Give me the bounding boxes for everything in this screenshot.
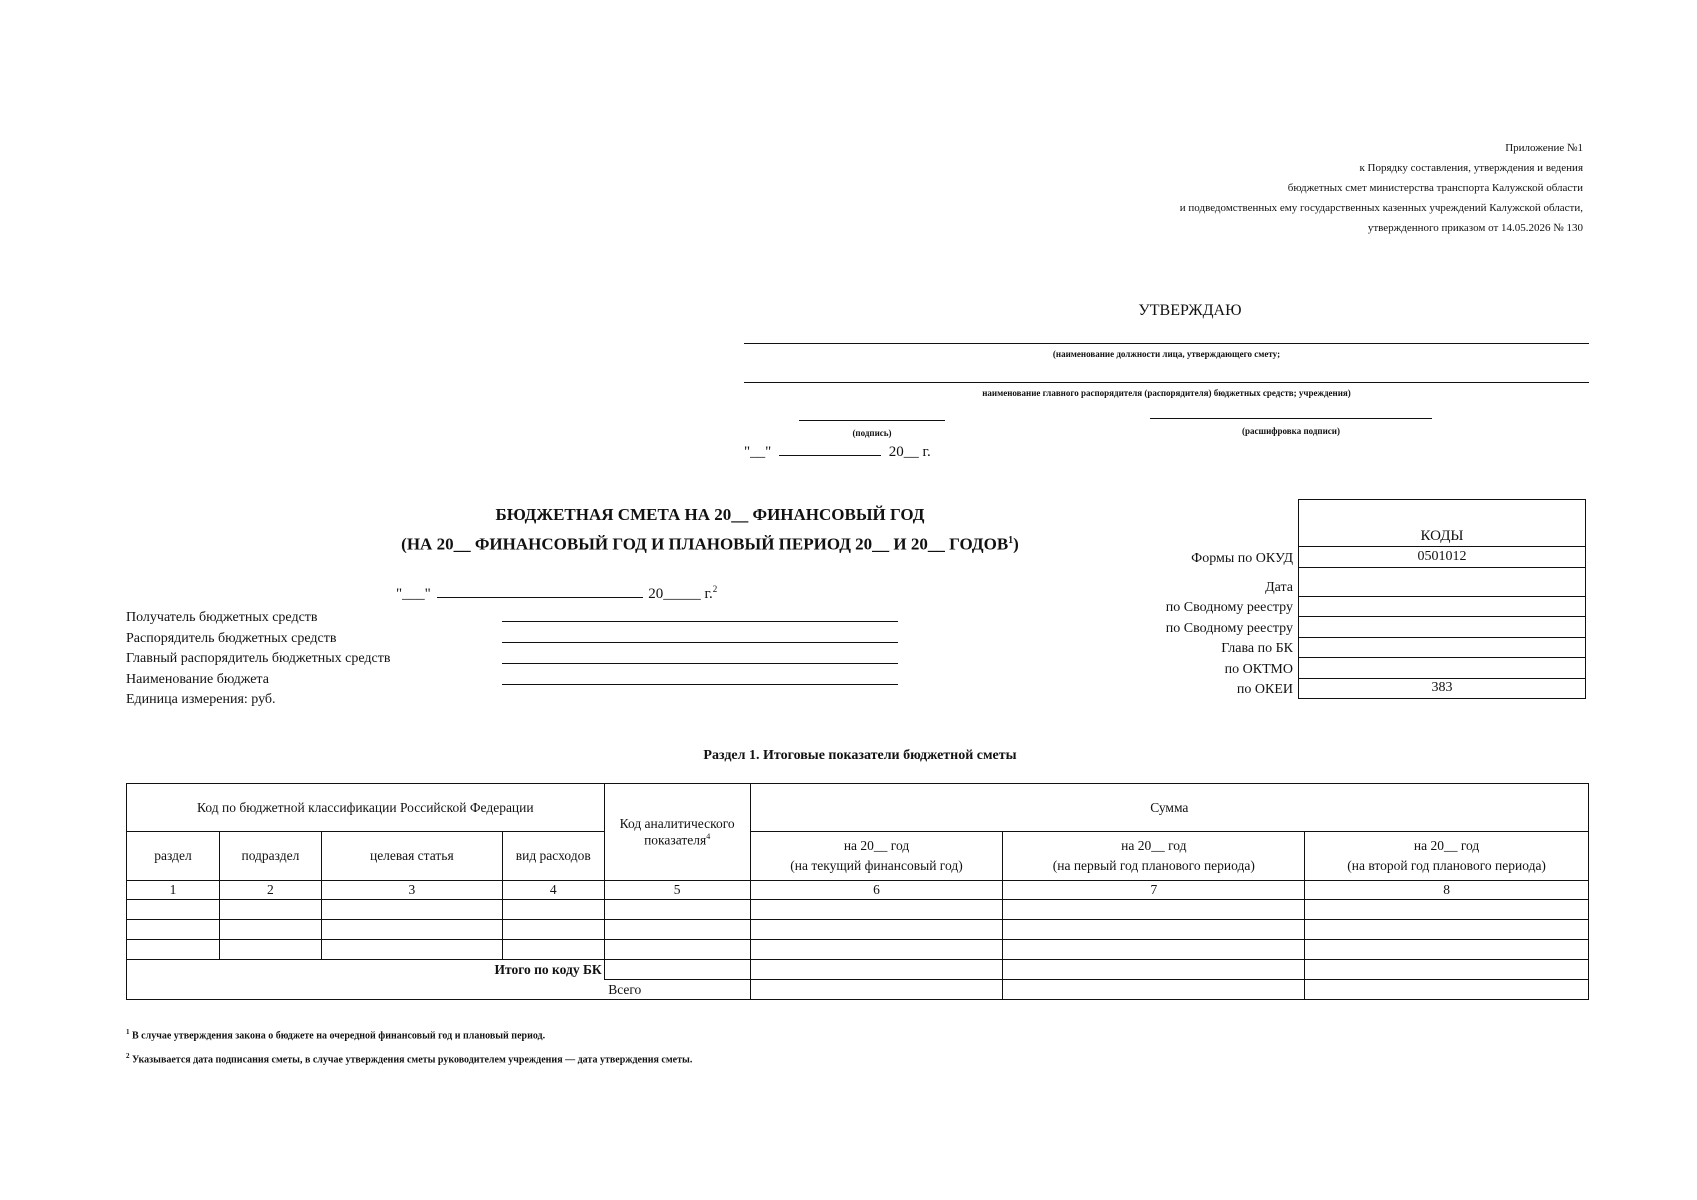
header-sum-current: на 20__ год (на текущий финансовый год) [750,832,1003,881]
table-cell[interactable] [321,940,502,960]
codes-label: Формы по ОКУД [1191,551,1293,566]
footnotes [126,1022,692,1071]
position-caption: (наименование должности лица, утверждающего смету; [1052,349,1281,359]
manager-line[interactable] [502,642,898,643]
code-registry-1[interactable] [1299,596,1586,617]
col-number: 3 [321,881,502,900]
codes-label: по Сводному реестру [1165,600,1293,615]
codes-header: КОДЫ [1299,500,1586,547]
header-section: раздел [127,832,220,881]
table-cell[interactable] [321,900,502,920]
header-expense: вид расходов [502,832,604,881]
recipient-line[interactable] [502,621,898,622]
total-row [127,980,1589,1000]
total-bk-sum-current[interactable] [750,960,1003,980]
position-line[interactable] [744,343,1589,344]
table-cell[interactable] [604,920,750,940]
codes-label: Глава по БК [1221,641,1293,656]
document-title [380,502,1040,558]
header-sum-second: на 20__ год (на второй год планового периода) [1305,832,1589,881]
table-cell[interactable] [1305,920,1589,940]
appendix-line: утвержденного приказом от 14.05.2026 № 130 [1367,222,1583,234]
org-line[interactable] [744,382,1589,383]
header-subsection: подраздел [219,832,321,881]
header-bk-group: Код по бюджетной классификации Российской Федерации [127,784,605,832]
col-number: 5 [604,881,750,900]
info-manager: Распорядитель бюджетных средств [126,630,337,646]
total-bk-analytic[interactable] [604,960,750,980]
table-cell[interactable] [219,920,321,940]
info-budget-name: Наименование бюджета [126,671,269,687]
appendix-line: к Порядку составления, утверждения и ведения [1359,162,1583,174]
table-cell[interactable] [1003,920,1305,940]
total-sum-current[interactable] [750,980,1003,1000]
table-cell[interactable] [1003,940,1305,960]
table-cell[interactable] [750,940,1003,960]
org-caption: наименование главного распорядителя (распорядителя) бюджетных средств; учреждения) [982,388,1351,398]
table-cell[interactable] [1305,900,1589,920]
codes-label: по ОКЕИ [1236,682,1293,697]
table-cell[interactable] [604,900,750,920]
info-unit: Единица измерения: руб. [126,692,276,707]
table-cell[interactable] [750,900,1003,920]
document-date-month-line[interactable] [437,597,643,598]
code-date[interactable] [1299,567,1586,596]
table-cell[interactable] [502,920,604,940]
signature-decode-line[interactable] [1150,418,1432,419]
table-cell[interactable] [502,940,604,960]
total-spacer [127,980,605,1000]
total-sum-first[interactable] [1003,980,1305,1000]
summary-table [126,783,1589,1000]
table-cell[interactable] [1305,940,1589,960]
title-line-1: БЮДЖЕТНАЯ СМЕТА НА 20__ ФИНАНСОВЫЙ ГОД [495,505,925,524]
table-cell[interactable] [1003,900,1305,920]
approval-date-year: 20__ г. [888,444,931,460]
signature-caption: (подпись) [852,428,892,438]
code-bk-head[interactable] [1299,637,1586,658]
header-analytic: Код аналитического показателя$^4$ [604,784,750,881]
approval-date [744,444,931,461]
col-number: 4 [502,881,604,900]
col-number: 1 [127,881,220,900]
table-cell[interactable] [127,920,220,940]
signature-line[interactable] [799,420,945,421]
table-cell[interactable] [604,940,750,960]
code-registry-2[interactable] [1299,617,1586,638]
approval-date-day: "__" [744,444,772,460]
col-number: 8 [1305,881,1589,900]
appendix-line: и подведомственных ему государственных казенных учреждений Калужской области, [1179,202,1583,214]
total-bk-label: Итого по коду БК [127,960,605,980]
col-number: 7 [1003,881,1305,900]
table-cell[interactable] [219,900,321,920]
header-sum-group: Сумма [750,784,1588,832]
main-manager-line[interactable] [502,663,898,664]
total-bk-row [127,960,1589,980]
document-date-year: 20_____ г. [648,586,713,602]
total-bk-sum-second[interactable] [1305,960,1589,980]
title-line-2: (НА 20__ ФИНАНСОВЫЙ ГОД И ПЛАНОВЫЙ ПЕРИОД 20__ И 20__ ГОДОВ$^1$) [401,534,1019,554]
approval-date-month-line[interactable] [779,455,881,456]
codes-label: по Сводному реестру [1165,620,1293,636]
table-cell[interactable] [321,920,502,940]
table-cell[interactable] [127,940,220,960]
document-date [396,584,717,603]
info-main-manager: Главный распорядитель бюджетных средств [126,651,391,666]
codes-label: Дата [1265,579,1293,595]
approve-title: УТВЕРЖДАЮ [1138,302,1242,319]
header-target: целевая статья [321,832,502,881]
appendix-line: бюджетных смет министерства транспорта Калужской области [1287,182,1583,194]
section-title: Раздел 1. Итоговые показатели бюджетной сметы [703,748,1017,763]
appendix-header [1180,138,1583,238]
code-okei[interactable]: 383 [1299,678,1586,699]
appendix-line: Приложение №1 [1505,142,1583,154]
codes-table [1298,499,1586,699]
table-cell[interactable] [750,920,1003,940]
code-okud[interactable]: 0501012 [1299,547,1586,568]
header-sum-first: на 20__ год (на первый год планового периода) [1003,832,1305,881]
total-bk-sum-first[interactable] [1003,960,1305,980]
total-label: Всего [604,980,750,1000]
footnote-1: $^1$ В случае утверждения закона о бюджете на очередной финансовый год и плановый период. [126,1028,546,1042]
col-number: 6 [750,881,1003,900]
table-cell[interactable] [502,900,604,920]
signature-decode-caption: (расшифровка подписи) [1242,426,1340,436]
table-cell[interactable] [127,900,220,920]
budget-info [126,608,390,711]
footnote-2: $^2$ Указывается дата подписания сметы, в случае утверждения сметы руководителем учреждения — дата утверждения сметы. [126,1052,693,1066]
total-sum-second[interactable] [1305,980,1589,1000]
codes-label: по ОКТМО [1224,661,1293,677]
document-date-day: "___" [396,586,431,602]
budget-name-line[interactable] [502,684,898,685]
info-recipient: Получатель бюджетных средств [126,610,318,625]
table-row [127,900,1589,920]
codes-labels [1166,549,1293,701]
col-number: 2 [219,881,321,900]
table-cell[interactable] [219,940,321,960]
table-row [127,920,1589,940]
code-oktmo[interactable] [1299,658,1586,679]
table-row [127,940,1589,960]
document-date-footnote: 2 [712,584,718,594]
